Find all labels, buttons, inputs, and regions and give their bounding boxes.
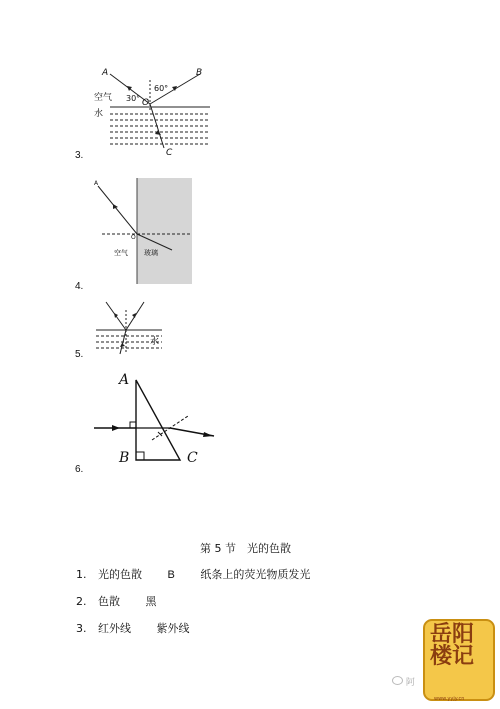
- watermark-logo: [420, 610, 498, 705]
- answer-row-1: [76, 566, 310, 582]
- q4-figure: [92, 176, 194, 286]
- wechat-icon: [392, 676, 403, 685]
- answer-item: 紫外线: [156, 622, 190, 635]
- watermark-url: www.yyjy.cn: [434, 696, 465, 702]
- label-A: A: [119, 372, 130, 388]
- answer-item: 色散: [98, 595, 120, 608]
- label-B: B: [119, 450, 130, 466]
- question-number-3: 3.: [75, 150, 84, 161]
- label-angle-60: 60°: [154, 84, 169, 93]
- wechat-mark: [392, 675, 415, 688]
- answer-item: 光的色散: [98, 568, 142, 581]
- answer-item: 纸条上的荧光物质发光: [200, 568, 311, 581]
- wechat-mark-text: 阿: [405, 678, 415, 688]
- question-number-5: 5.: [75, 349, 84, 360]
- label-water: 水: [94, 109, 104, 119]
- label-A: A: [94, 180, 99, 187]
- label-C: C: [166, 148, 173, 158]
- label-A: A: [102, 68, 109, 78]
- question-number-4: 4.: [75, 281, 84, 292]
- label-glass: 玻璃: [144, 249, 158, 257]
- q6-figure: [92, 372, 222, 472]
- answer-row-2: [76, 593, 157, 609]
- answer-number: 1.: [76, 568, 87, 581]
- q5-figure: [94, 296, 164, 356]
- question-number-6: 6.: [75, 464, 84, 475]
- section-title: 第 5 节 光的色散: [200, 542, 291, 555]
- q3-figure: [92, 62, 212, 162]
- answer-number: 2.: [76, 595, 87, 608]
- answer-number: 3.: [76, 622, 87, 635]
- label-air: 空气: [114, 249, 128, 257]
- label-angle-30: 30°: [126, 94, 141, 103]
- answer-item: 红外线: [98, 622, 131, 635]
- answer-item: B: [167, 569, 175, 581]
- label-B: B: [196, 68, 203, 78]
- label-water: 水: [150, 337, 160, 347]
- label-O: O: [142, 98, 150, 108]
- answer-item: 黑: [145, 595, 157, 608]
- answer-row-3: [76, 620, 190, 636]
- label-air: 空气: [94, 93, 113, 103]
- label-C: C: [187, 450, 198, 466]
- watermark-text: 岳阳楼记: [430, 622, 475, 669]
- label-O: O: [131, 234, 136, 241]
